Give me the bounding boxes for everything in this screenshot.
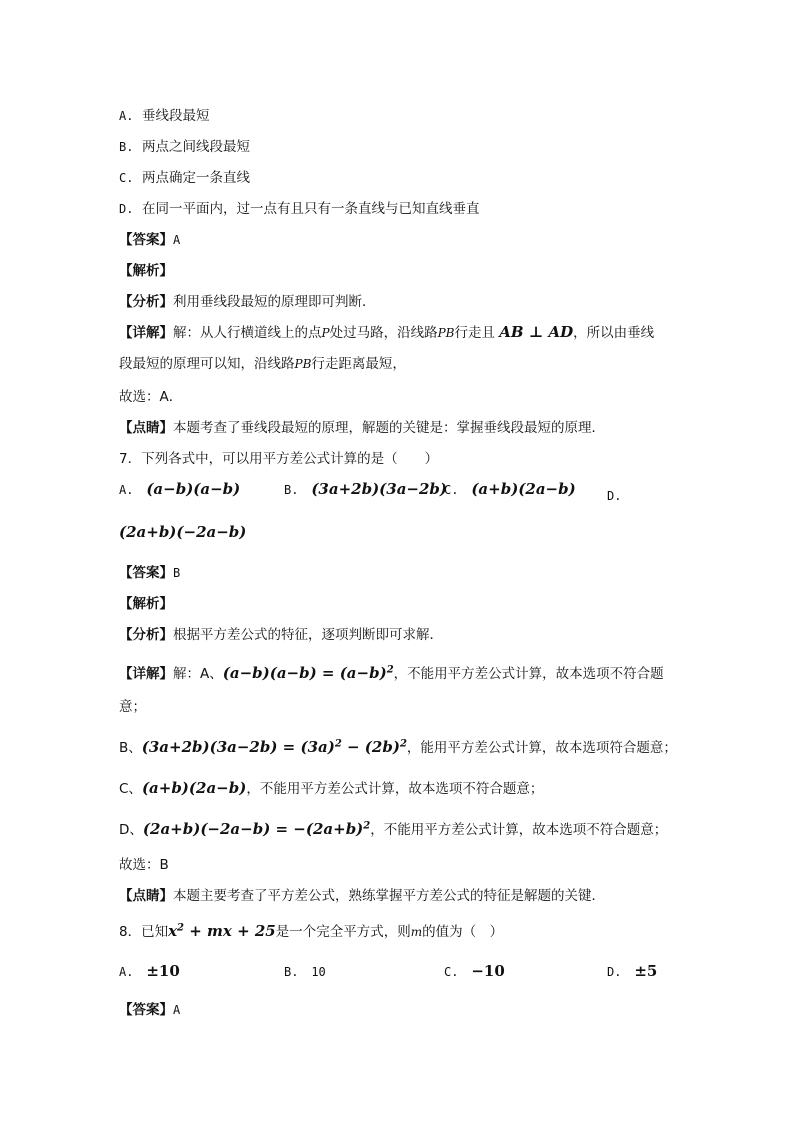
option-label: A.: [119, 483, 134, 497]
xiangjie-text: ，能用平方差公式计算，故本选项符合题意；: [406, 740, 677, 756]
q6-xiangjie-line2: [119, 352, 406, 372]
q6-option-d: [119, 197, 480, 217]
q7-option-c: [444, 480, 576, 498]
math-exponent: 2: [363, 820, 371, 832]
xiangjie-text: D、: [119, 822, 143, 838]
q7-xiangjie-a: [119, 662, 664, 682]
q8-option-d: [607, 962, 657, 980]
xiangjie-tag: 【详解】: [119, 325, 173, 341]
option-label: D.: [607, 489, 622, 503]
q7-fenxi: [119, 623, 443, 643]
q6-option-c: [119, 166, 250, 186]
option-math: (a+b)(2a−b): [471, 480, 576, 498]
answer-tag: 【答案】: [119, 232, 173, 248]
dianjing-text: 本题主要考查了平方差公式，熟练掌握平方差公式的特征是解题的关键．: [173, 888, 605, 904]
option-math: (3a+2b)(3a−2b): [311, 480, 448, 498]
q6-fenxi: [119, 290, 376, 310]
stem-text: 的值为（ ）: [422, 924, 504, 940]
math-exponent: 2: [177, 922, 185, 934]
q7-xiangjie-b: [119, 736, 677, 756]
answer-value: A: [173, 233, 181, 247]
xiangjie-text: 行走距离最短，: [311, 356, 406, 372]
math-expr: − (2b): [341, 738, 400, 756]
xiangjie-text: ，不能用平方差公式计算，故本选项不符合题意；: [246, 781, 544, 797]
option-label: C.: [119, 171, 134, 185]
option-text: 两点确定一条直线: [142, 170, 251, 186]
math-expr: (2a+b)(−2a−b) = −(2a+b): [142, 820, 364, 838]
q7-option-d-label: [607, 488, 621, 504]
math-exponent: 2: [334, 738, 342, 750]
q7-option-d-math: [119, 523, 246, 541]
q8-stem: [119, 920, 503, 940]
answer-value: A: [173, 1003, 181, 1017]
var-pb: PB: [437, 326, 455, 340]
var-pb: PB: [294, 357, 312, 371]
option-math: −10: [471, 962, 505, 980]
answer-tag: 【答案】: [119, 1002, 173, 1018]
xiangjie-text: ，不能用平方差公式计算，故本选项不符合题: [393, 666, 664, 682]
option-label: A.: [119, 965, 134, 979]
q8-option-b: [284, 964, 326, 980]
q7-xiangjie-a2: 意；: [119, 699, 146, 715]
q7-option-b: [284, 480, 447, 498]
option-label: C.: [444, 483, 459, 497]
option-label: B.: [284, 965, 299, 979]
q6-answer: [119, 228, 180, 248]
option-label: C.: [444, 965, 459, 979]
fenxi-tag: 【分析】: [119, 627, 173, 643]
option-text: 在同一平面内，过一点有且只有一条直线与已知直线垂直: [142, 201, 480, 217]
dianjing-tag: 【点睛】: [119, 420, 173, 436]
option-label: A.: [119, 109, 134, 123]
xiangjie-text: B、: [119, 740, 142, 756]
stem-text: 是一个完全平方式，则: [275, 924, 411, 940]
xiangjie-text: C、: [119, 781, 142, 797]
dianjing-text: 本题考查了垂线段最短的原理，解题的关键是：掌握垂线段最短的原理．: [173, 420, 605, 436]
q6-option-a: [119, 104, 210, 124]
q7-option-a: [119, 480, 240, 498]
stem-text: 8．已知: [119, 924, 169, 940]
option-math: (a−b)(a−b): [146, 480, 241, 498]
q8-answer: [119, 998, 180, 1018]
option-math: (2a+b)(−2a−b): [119, 523, 247, 541]
q6-guxuan: 故选：A．: [119, 389, 183, 405]
q6-dianjing: [119, 416, 605, 436]
xiangjie-text: 解：从人行横道线上的点: [173, 325, 322, 341]
answer-tag: 【答案】: [119, 565, 173, 581]
fenxi-text: 利用垂线段最短的原理即可判断．: [173, 294, 376, 310]
q7-xiangjie-d: [119, 818, 667, 838]
q8-option-a: [119, 962, 180, 980]
q7-stem: 7．下列各式中，可以用平方差公式计算的是（ ）: [119, 451, 439, 467]
math-expr: (3a+2b)(3a−2b) = (3a): [141, 738, 335, 756]
option-math: ±10: [146, 962, 180, 980]
xiangjie-tag: 【详解】: [119, 666, 173, 682]
option-text: 两点之间线段最短: [142, 139, 251, 155]
var-m: m: [410, 925, 423, 939]
option-label: D.: [607, 965, 622, 979]
xiangjie-text: ，所以由垂线: [573, 325, 655, 341]
xiangjie-text: 解：A、: [173, 666, 223, 682]
option-label: B.: [119, 140, 134, 154]
q7-answer: [119, 561, 180, 581]
option-text: 10: [311, 965, 326, 979]
xiangjie-text: 处过马路，沿线路: [329, 325, 438, 341]
q8-option-c: [444, 962, 505, 980]
math-expr: + mx + 25: [184, 922, 276, 940]
q6-xiangjie-line1: [119, 321, 654, 341]
math-expr: (a+b)(2a−b): [141, 779, 247, 797]
var-p: P: [321, 326, 330, 340]
xiangjie-text: 段最短的原理可以知，沿线路: [119, 356, 295, 372]
math-exponent: 2: [399, 738, 407, 750]
option-text: 垂线段最短: [142, 108, 210, 124]
dianjing-tag: 【点睛】: [119, 888, 173, 904]
math-exponent: 2: [386, 664, 394, 676]
xiangjie-text: 行走且: [454, 325, 495, 341]
math-ab-perp-ad: AB ⊥ AD: [499, 323, 574, 341]
option-math: ±5: [634, 962, 658, 980]
q7-guxuan: 故选：B: [119, 857, 169, 873]
q7-jiexi: 【解析】: [119, 596, 173, 612]
q7-dianjing: [119, 884, 605, 904]
option-label: D.: [119, 202, 134, 216]
q7-xiangjie-c: [119, 777, 543, 797]
answer-value: B: [173, 566, 181, 580]
q6-jiexi: 【解析】: [119, 263, 173, 279]
q6-option-b: [119, 135, 250, 155]
fenxi-text: 根据平方差公式的特征，逐项判断即可求解．: [173, 627, 443, 643]
math-expr: (a−b)(a−b) = (a−b): [222, 664, 387, 682]
option-label: B.: [284, 483, 299, 497]
fenxi-tag: 【分析】: [119, 294, 173, 310]
math-expr: x: [168, 922, 178, 940]
xiangjie-text: ，不能用平方差公式计算，故本选项不符合题意；: [370, 822, 668, 838]
